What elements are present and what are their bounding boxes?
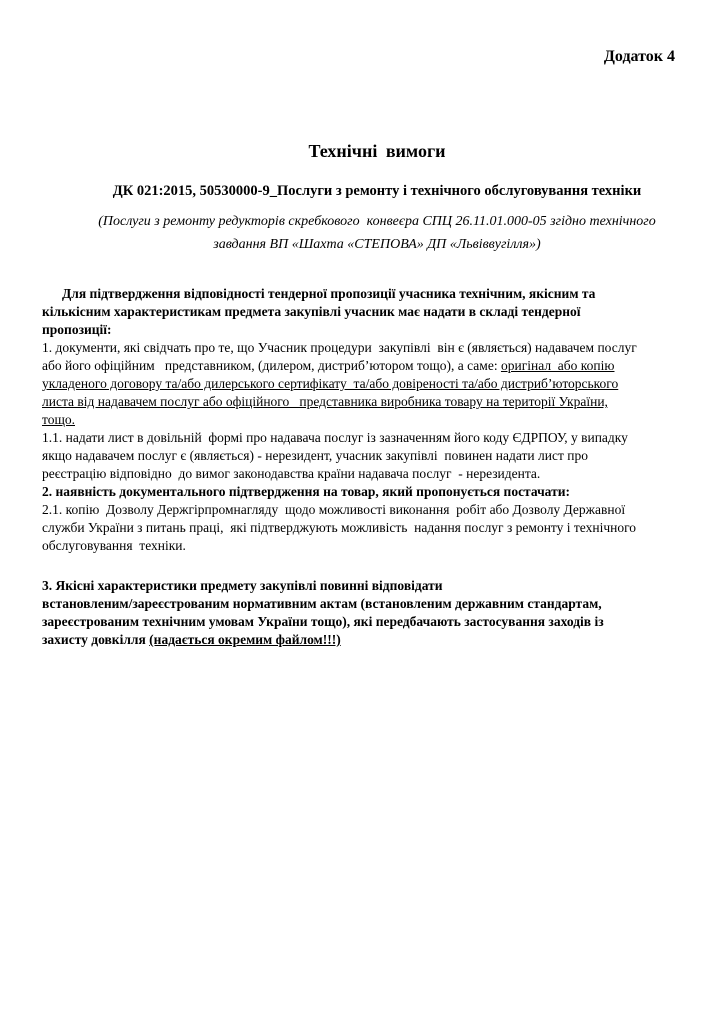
- underlined-text-line: укладеного договору та/або дилерського сертифікату та/або довіреності та/або дистриб’юторського: [42, 376, 619, 391]
- subtitle-line: (Послуги з ремонту редукторів скребкового конвеєра СПЦ 26.11.01.000-05 згідно технічного: [98, 214, 656, 229]
- text-line: [42, 631, 712, 649]
- text-line: реєстрацію відповідно до вимог законодавства країни надавача послуг - нерезидента.: [42, 466, 541, 481]
- item-1-paragraph: [42, 339, 712, 429]
- text-line: служби України з питань праці, які підтверджують можливість надання послуг з ремонту і технічного: [42, 520, 637, 535]
- underlined-text-line: тощо.: [42, 412, 75, 427]
- text-line: зареєстрованим технічним умовам України тощо), які передбачають застосування заходів із: [42, 614, 604, 629]
- item-2-paragraph: [42, 483, 712, 501]
- text-run: захисту довкілля: [42, 632, 150, 647]
- text-line: якщо надавачем послуг є (являється) - нерезидент, учасник закупівлі повинен надати лист про: [42, 448, 588, 463]
- text-line: 1.1. надати лист в довільній формі про надавача послуг із зазначенням його коду ЄДРПОУ, у випадку: [42, 430, 628, 445]
- item-3-paragraph: [42, 577, 712, 649]
- appendix-label: Додаток 4: [603, 48, 675, 65]
- underlined-text-run: оригінал або копію: [500, 358, 615, 373]
- text-line: Для підтвердження відповідності тендерної пропозиції учасника технічним, якісним та: [62, 286, 596, 301]
- text-line: встановленим/зареєстрованим нормативним актам (встановленим державним стандартам,: [42, 596, 602, 611]
- item-2-1-paragraph: [42, 501, 712, 555]
- text-line: 2. наявність документального підтвердження на товар, який пропонується постачати:: [42, 484, 570, 499]
- item-1-1-paragraph: [42, 429, 712, 483]
- text-line: 1. документи, які свідчать про те, що Учасник процедури закупівлі він є (являється) надавачем послуг: [42, 340, 637, 355]
- underlined-text-line: листа від надавачем послуг або офіційного представника виробника товару на території України,: [42, 394, 608, 409]
- page-title: Технічні вимоги: [308, 141, 446, 161]
- subtitle-italic: [27, 210, 724, 256]
- text-line: 3. Якісні характеристики предмету закупівлі повинні відповідати: [42, 578, 443, 593]
- text-line: [42, 357, 712, 375]
- document-body: [42, 285, 712, 649]
- subtitle-line: завдання ВП «Шахта «СТЕПОВА» ДП «Львіввугілля»): [213, 237, 541, 252]
- text-line: кількісним характеристикам предмета закупівлі учасник має надати в складі тендерної: [42, 304, 581, 319]
- text-line: пропозиції:: [42, 322, 112, 337]
- paragraph-spacer: [42, 555, 712, 577]
- text-run: або його офіційним представником, (дилером, дистриб’ютором тощо), а саме:: [42, 358, 501, 373]
- procurement-code-line: ДК 021:2015, 50530000-9_Послуги з ремонту і технічного обслуговування техніки: [112, 183, 642, 199]
- text-line: обслуговування техніки.: [42, 538, 186, 553]
- underlined-text-run: (надається окремим файлом!!!): [149, 632, 341, 647]
- text-line: 2.1. копію Дозволу Держгірпромнагляду щодо можливості виконання робіт або Дозволу Державної: [42, 502, 626, 517]
- intro-paragraph: [42, 285, 712, 339]
